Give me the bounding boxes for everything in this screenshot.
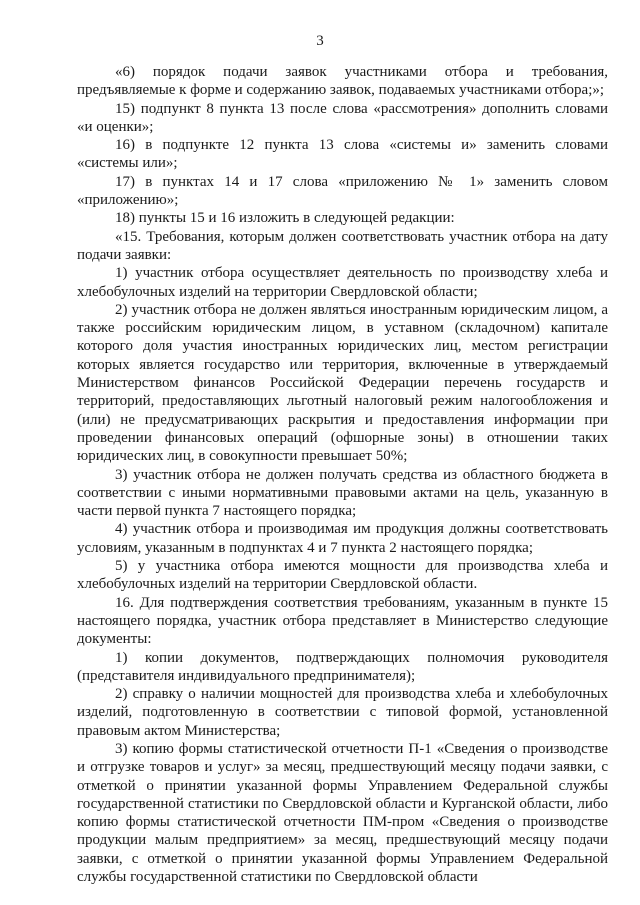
paragraph-item-15: 15) подпункт 8 пункта 13 после слова «рассмотрения» дополнить словами «и оценки»; [77, 100, 608, 135]
paragraph-item-6: «6) порядок подачи заявок участниками отбора и требования, предъявляемые к форме и содержанию заявок, подаваемых участниками отбора;»; [77, 64, 608, 99]
page-number: 3 [316, 33, 324, 49]
paragraph-requirement-5: 5) у участника отбора имеются мощности для производства хлеба и хлебобулочных изделий на территории Свердловской области. [77, 558, 608, 593]
paragraph-item-16: 16) в подпункте 12 пункта 13 слова «системы и» заменить словами «системы или»; [77, 137, 608, 172]
paragraph-requirement-2: 2) участник отбора не должен являться иностранным юридическим лицом, а также российским юридическим лицом, в уставном (складочном) капитале которого доля участия иностранных юридических лиц, местом регистрации которых является государство или территория, включенные в утверждаемый Министерством финансов Российской Федерации перечень государств и территорий, предоставляющих льготный налоговый режим налогообложения и (или) не предусматривающих раскрытия и предоставления информации при проведении финансовых операций (офшорные зоны) в отношении таких юридических лиц, в совокупности превышает 50%; [77, 301, 608, 465]
paragraph-requirement-4: 4) участник отбора и производимая им продукция должны соответствовать условиям, указанным в подпунктах 4 и 7 пункта 2 настоящего порядка; [77, 521, 608, 556]
paragraph-item-18: 18) пункты 15 и 16 изложить в следующей редакции: [115, 210, 455, 227]
paragraph-document-2: 2) справку о наличии мощностей для производства хлеба и хлебобулочных изделий, подготовленную в соответствии с типовой формой, установленной правовым актом Министерства; [77, 686, 608, 739]
paragraph-clause-16-intro: 16. Для подтверждения соответствия требованиям, указанным в пункте 15 настоящего порядка, участник отбора представляет в Министерство следующие документы: [77, 594, 608, 648]
document-body [77, 63, 608, 886]
paragraph-item-17: 17) в пунктах 14 и 17 слова «приложению № 1» заменить словом «приложению»; [77, 173, 608, 209]
paragraph-document-3: 3) копию формы статистической отчетности П-1 «Сведения о производстве и отгрузке товаров и услуг» за месяц, предшествующий месяцу подачи заявки, с отметкой о принятии указанной формы Управлением Федеральной службы государственной статистики по Свердловской области и Курганской области, либо копию формы статистической отчетности ПМ-пром «Сведения о производстве продукции малым предприятием» за месяц, предшествующий месяцу подачи заявки, с отметкой о принятии указанной формы Управлением Федеральной службы государственной статистики по Свердловской области [77, 740, 608, 886]
paragraph-clause-15-intro: «15. Требования, которым должен соответствовать участник отбора на дату подачи заявки: [77, 228, 608, 263]
paragraph-document-1: 1) копии документов, подтверждающих полномочия руководителя (представителя индивидуального предпринимателя); [77, 649, 608, 684]
paragraph-requirement-1: 1) участник отбора осуществляет деятельность по производству хлеба и хлебобулочных изделий на территории Свердловской области; [77, 265, 608, 300]
paragraph-requirement-3: 3) участник отбора не должен получать средства из областного бюджета в соответствии с иными нормативными правовыми актами на цель, указанную в части первой пункта 7 настоящего порядка; [77, 466, 608, 520]
